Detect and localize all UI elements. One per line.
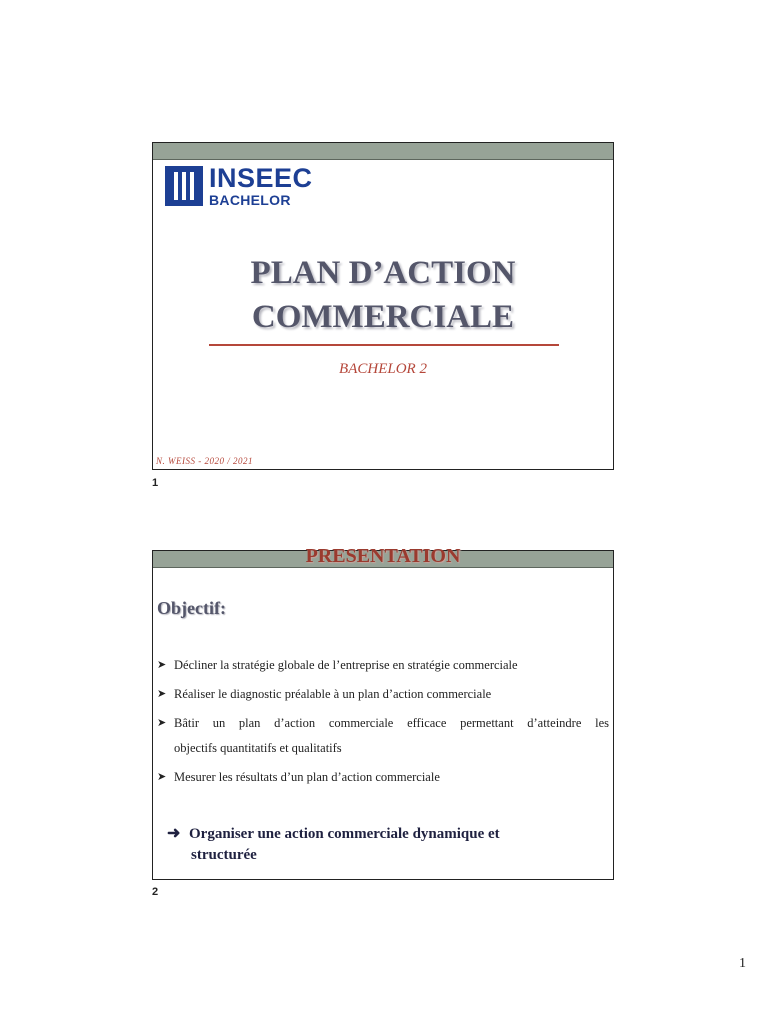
inseec-logo (165, 165, 313, 207)
list-item: ➤ Réaliser le diagnostic préalable à un plan d’action commerciale (157, 682, 609, 707)
list-item: ➤ Mesurer les résultats d’un plan d’action commerciale (157, 765, 609, 790)
conclusion-statement: ➜ Organiser une action commerciale dynamique et structurée (167, 825, 500, 863)
slide-header-bar (153, 143, 613, 160)
title-divider (209, 344, 559, 346)
slide-2-number: 2 (152, 886, 159, 898)
slide-2 (152, 545, 614, 880)
objectives-list (157, 653, 609, 804)
objectif-heading: Objectif: (157, 598, 226, 618)
slide-1-subtitle: BACHELOR 2 (339, 361, 427, 377)
slide-1-title (153, 251, 613, 339)
right-arrow-icon: ➜ (167, 825, 181, 842)
slide-1-number: 1 (152, 477, 159, 489)
slide-2-title: PRESENTATION (305, 545, 461, 567)
arrowhead-bullet-icon: ➤ (157, 688, 167, 700)
logo-line-2: BACHELOR (209, 192, 291, 208)
arrowhead-bullet-icon: ➤ (157, 717, 167, 729)
title-line-2: COMMERCIALE (251, 299, 515, 335)
inseec-logo-mark-icon (165, 166, 203, 206)
logo-line-1: INSEEC (209, 163, 313, 193)
arrowhead-bullet-icon: ➤ (157, 771, 167, 783)
page-number: 1 (739, 956, 746, 971)
list-item: ➤ Décliner la stratégie globale de l’entreprise en stratégie commerciale (157, 653, 609, 678)
author-footer: N. WEISS - 2020 / 2021 (156, 456, 253, 466)
slide-1 (152, 142, 614, 470)
arrowhead-bullet-icon: ➤ (157, 659, 167, 671)
list-item: ➤ Bâtir un plan d’action commerciale efficace permettant d’atteindre les objectifs quantitatifs et qualitatifs (157, 711, 609, 761)
title-line-1: PLAN D’ACTION (250, 255, 516, 291)
